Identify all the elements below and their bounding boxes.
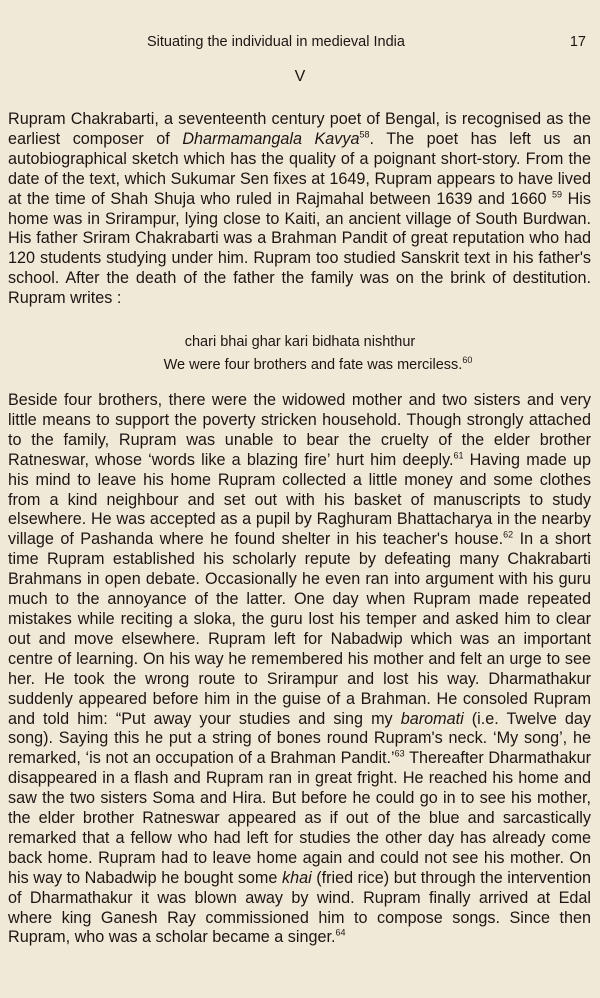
footnote-ref-61[interactable]: 61: [453, 450, 464, 461]
verse-translation: [18, 355, 600, 376]
page-number: 17: [569, 34, 586, 50]
running-title: Situating the individual in medieval India: [147, 34, 405, 50]
verse-translation-text: We were four brothers and fate was merciless.: [163, 357, 463, 373]
paragraph-2-text-3: In a short time Rupram established his scholarly repute by defeating many Chakrabarti Brahmans in open debate. Occasionally he even ran into argument with his guru much to the annoyance of the latter. One day when Rupram made repeated mistakes while reciting a sloka, the guru lost his temper and asked him to clear out and move elsewhere. Rupram left for Nabadwip which was an important centre of learning. On his way he remembered his mother and felt an urge to see her. He took the wrong route to Srirampur and lost his way. Dharmathakur suddenly appeared before him in the guise of a Brahman. He consoled Rupram and told him: “Put away your studies and sing my: [8, 530, 591, 728]
paragraph-2-text-4: (i.e. Twelve day song). Saying this he put a string of bones round Rupram's neck. ‘My song’, he remarked, ‘is not an occupation of a Brahman Pandit.’: [8, 709, 591, 768]
work-title: Dharmamangala Kavya: [182, 129, 360, 148]
paragraph-1: [8, 110, 591, 309]
footnote-ref-59[interactable]: 59: [552, 189, 563, 200]
paragraph-2-text-1: Beside four brothers, there were the widowed mother and two sisters and very little means to support the poverty stricken household. Though strongly attached to the family, Rupram was unable to bear the cruelty of the elder brother Ratneswar, whose ‘words like a blazing fire’ hurt him deeply.: [8, 391, 591, 469]
footnote-ref-60[interactable]: 60: [462, 355, 473, 366]
paragraph-2-text-2: Having made up his mind to leave his home Rupram collected a little money and some clothes from a kind neighbour and set out with his basket of manuscripts to study elsewhere. He was accepted as a pupil by Raghuram Bhattacharya in the nearby village of Pashanda where he found shelter in his teacher's house.: [8, 450, 591, 549]
running-header: [0, 34, 600, 56]
paragraph-2-text-5: Thereafter Dharmathakur disappeared in a flash and Rupram ran in great fright. He reached his home and saw the two sisters Soma and Hira. But before he could go in to see his mother, the elder brother Ratneswar appeared as if out of the blue and sarcastically remarked that a fellow who had left for studies the other day has already come back home. Rupram had to leave home again and could not see his mother. On his way to Nabadwip he bought some: [8, 749, 591, 887]
footnote-ref-64[interactable]: 64: [335, 928, 346, 939]
section-number: V: [294, 68, 306, 85]
footnote-ref-58[interactable]: 58: [359, 129, 370, 140]
verse-original: chari bhai ghar kari bidhata nishthur: [184, 334, 416, 350]
paragraph-2: [8, 391, 591, 948]
paragraph-1-text-3: His home was in Srirampur, lying close to Kaiti, an ancient village of South Burdwan. His father Sriram Chakrabarti was a Brahman Pandit of great reputation who had 120 students studying under him. Rupram too studied Sanskrit text in his father's school. After the death of the father the family was on the brink of destitution. Rupram writes :: [8, 189, 591, 308]
paragraph-1-text-1: Rupram Chakrabarti, a seventeenth century poet of Bengal, is recognised as the earliest composer of: [8, 110, 591, 148]
footnote-ref-63[interactable]: 63: [394, 748, 405, 759]
footnote-ref-62[interactable]: 62: [503, 529, 514, 540]
paragraph-1-text-2: . The poet has left us an autobiographical sketch which has the quality of a poignant short-story. From the date of the text, which Sukumar Sen fixes at 1649, Rupram appears to have lived at the time of Shah Shuja who ruled in Rajmahal between 1639 and 1660: [8, 129, 592, 208]
term-khai: khai: [281, 868, 312, 887]
term-baromati: baromati: [400, 709, 464, 728]
paragraph-2-text-6: (fried rice) but through the intervention of Dharmathakur it was blown away by wind. Rupram finally arrived at Edal where king Ganesh Ray commissioned him to compose songs. Since then Rupram, who was a scholar became a singer.: [8, 868, 591, 947]
